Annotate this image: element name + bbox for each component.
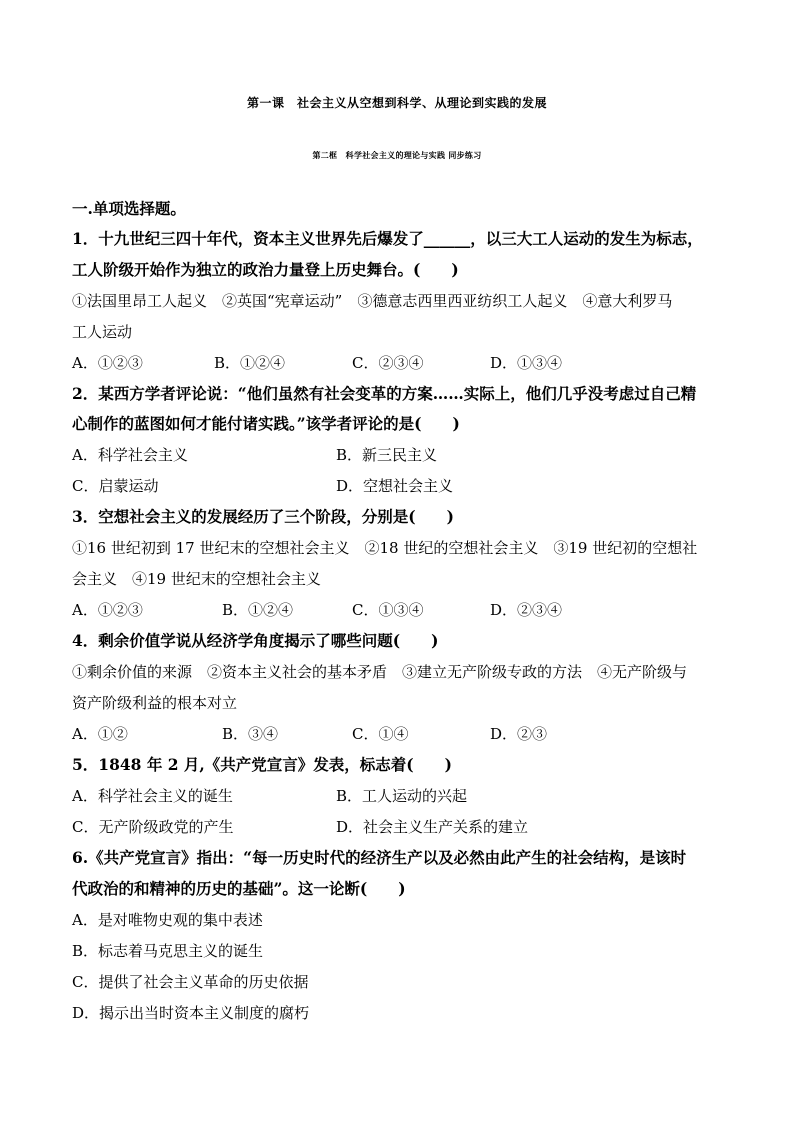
question-items-line: 资产阶级利益的根本对立 — [72, 694, 238, 712]
option-b[interactable]: B．工人运动的兴起 — [336, 787, 468, 805]
option-c[interactable]: C．启蒙运动 — [72, 477, 159, 495]
option-b[interactable]: B．新三民主义 — [336, 446, 438, 464]
option-a[interactable]: A．科学社会主义的诞生 — [72, 787, 233, 805]
document-title: 第一课 社会主义从空想到科学、从理论到实践的发展 — [246, 96, 547, 110]
option-c[interactable]: C．提供了社会主义革命的历史依据 — [72, 973, 309, 991]
option-a[interactable]: A．①②③ — [72, 354, 143, 372]
question-items-line: 会主义 ④19 世纪末的空想社会主义 — [72, 570, 321, 588]
document-subtitle: 第二框 科学社会主义的理论与实践 同步练习 — [312, 150, 482, 160]
question-stem-line: 3．空想社会主义的发展经历了三个阶段，分别是( ) — [72, 507, 454, 526]
question-stem-line: 心制作的蓝图如何才能付诸实践。”该学者评论的是( ) — [72, 414, 460, 433]
option-b[interactable]: B．标志着马克思主义的诞生 — [72, 942, 264, 960]
question-stem-line: 1．十九世纪三四十年代，资本主义世界先后爆发了______，以三大工人运动的发生为标志， — [72, 229, 703, 248]
option-c[interactable]: C．①④ — [352, 725, 409, 743]
question-items-line: ①16 世纪初到 17 世纪末的空想社会主义 ②18 世纪的空想社会主义 ③19 世纪初的空想社 — [72, 539, 698, 557]
question-items-line: ①剩余价值的来源 ②资本主义社会的基本矛盾 ③建立无产阶级专政的方法 ④无产阶级与 — [72, 663, 688, 681]
option-b[interactable]: B．③④ — [222, 725, 279, 743]
question-stem-line: 工人阶级开始作为独立的政治力量登上历史舞台。( ) — [72, 260, 459, 279]
question-stem-line: 6.《共产党宣言》指出：“每一历史时代的经济生产以及必然由此产生的社会结构，是该时 — [72, 848, 687, 867]
option-d[interactable]: D．社会主义生产关系的建立 — [336, 818, 529, 836]
question-stem-line: 4．剩余价值学说从经济学角度揭示了哪些问题( ) — [72, 631, 439, 650]
option-b[interactable]: B．①②④ — [214, 354, 286, 372]
section-heading: 一.单项选择题。 — [72, 199, 186, 218]
option-c[interactable]: C．②③④ — [352, 354, 424, 372]
option-c[interactable]: C．无产阶级政党的产生 — [72, 818, 234, 836]
option-a[interactable]: A．①②③ — [72, 601, 143, 619]
question-items-line: 工人运动 — [72, 323, 133, 341]
option-d[interactable]: D．②③ — [490, 725, 548, 743]
option-c[interactable]: C．①③④ — [352, 601, 424, 619]
option-d[interactable]: D．空想社会主义 — [336, 477, 454, 495]
option-d[interactable]: D．揭示出当时资本主义制度的腐朽 — [72, 1004, 310, 1022]
question-items-line: ①法国里昂工人起义 ②英国“宪章运动” ③德意志西里西亚纺织工人起义 ④意大利罗马 — [72, 292, 673, 310]
question-stem-line: 代政治的和精神的历史的基础”。这一论断( ) — [72, 879, 406, 898]
option-d[interactable]: D．②③④ — [490, 601, 563, 619]
option-a[interactable]: A．是对唯物史观的集中表述 — [72, 911, 263, 929]
option-a[interactable]: A．①② — [72, 725, 128, 743]
question-stem-line: 2．某西方学者评论说：“他们虽然有社会变革的方案……实际上，他们几乎没考虑过自己精 — [72, 384, 697, 403]
option-d[interactable]: D．①③④ — [490, 354, 563, 372]
option-a[interactable]: A．科学社会主义 — [72, 446, 188, 464]
option-b[interactable]: B．①②④ — [222, 601, 294, 619]
question-stem-line: 5．1848 年 2 月,《共产党宣言》发表，标志着( ) — [72, 755, 452, 774]
